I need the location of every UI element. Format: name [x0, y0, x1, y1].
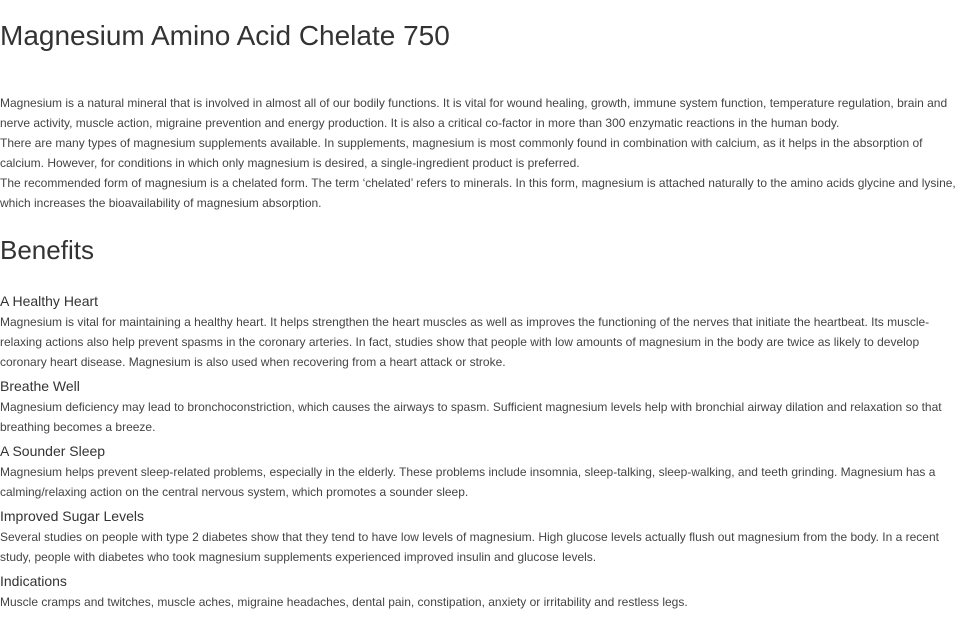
- benefit-heading: A Sounder Sleep: [0, 443, 106, 459]
- benefit-heading: Breathe Well: [0, 378, 80, 394]
- intro-section: [0, 93, 960, 213]
- benefit-text: Magnesium deficiency may lead to bronchoconstriction, which causes the airways to spasm. Sufficient magnesium levels help with bronchial airway dilation and relaxation so that breathing becomes a breeze.: [0, 400, 942, 434]
- intro-paragraph: Magnesium is a natural mineral that is involved in almost all of our bodily functions. It is vital for wound healing, growth, immune system function, temperature regulation, brain and nerve activity, muscle action, migraine prevention and energy production. It is also a critical co-factor in more than 300 enzymatic reactions in the human body.: [0, 96, 948, 130]
- benefits-list: [0, 290, 960, 615]
- intro-paragraph: There are many types of magnesium supplements available. In supplements, magnesium is most commonly found in combination with calcium, as it helps in the absorption of calcium. However, for conditions in which only magnesium is desired, a single-ingredient product is preferred.: [0, 136, 923, 170]
- benefit-item: [0, 570, 960, 612]
- benefit-item: [0, 375, 960, 437]
- benefit-text: Magnesium helps prevent sleep-related problems, especially in the elderly. These problems include insomnia, sleep-talking, sleep-walking, and teeth grinding. Magnesium has a calming/relaxing action on the central nervous system, which promotes a sounder sleep.: [0, 465, 936, 499]
- benefit-item: [0, 505, 960, 567]
- benefit-heading: A Healthy Heart: [0, 293, 99, 309]
- benefit-heading: Indications: [0, 573, 67, 589]
- benefit-heading: Improved Sugar Levels: [0, 508, 144, 524]
- benefit-item: [0, 290, 960, 372]
- intro-paragraph: The recommended form of magnesium is a chelated form. The term ‘chelated’ refers to minerals. In this form, magnesium is attached naturally to the amino acids glycine and lysine, which increases the bioavailability of magnesium absorption.: [0, 176, 956, 210]
- page-title: Magnesium Amino Acid Chelate 750: [0, 20, 450, 51]
- benefit-text: Several studies on people with type 2 diabetes show that they tend to have low levels of magnesium. High glucose levels actually flush out magnesium from the body. In a recent study, people with diabetes who took magnesium supplements experienced improved insulin and glucose levels.: [0, 530, 939, 564]
- benefit-item: [0, 440, 960, 502]
- benefit-text: Muscle cramps and twitches, muscle aches, migraine headaches, dental pain, constipation, anxiety or irritability and restless legs.: [0, 595, 688, 609]
- benefit-text: Magnesium is vital for maintaining a healthy heart. It helps strengthen the heart muscles as well as improves the functioning of the nerves that initiate the heartbeat. Its muscle-relaxing actions also help prevent spasms in the coronary arteries. In fact, studies show that people with low amounts of magnesium in the body are twice as likely to develop coronary heart disease. Magnesium is also used when recovering from a heart attack or stroke.: [0, 315, 930, 369]
- benefits-heading: Benefits: [0, 235, 94, 265]
